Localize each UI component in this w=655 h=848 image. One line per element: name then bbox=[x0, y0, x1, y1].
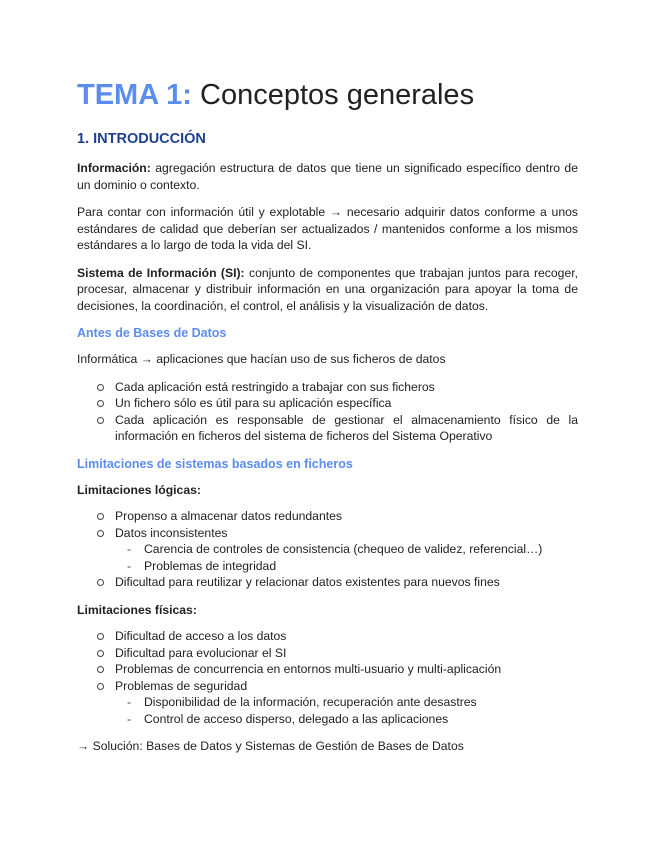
list-item: Un fichero sólo es útil para su aplicación específica bbox=[77, 395, 578, 412]
definition-informacion: agregación estructura de datos que tiene un significado específico dentro de un dominio o contexto. bbox=[77, 161, 578, 192]
sublist-item: - Problemas de integridad bbox=[115, 558, 578, 575]
list-item bbox=[77, 678, 578, 728]
list-item-text: Problemas de seguridad bbox=[115, 678, 248, 693]
list-item: Problemas de concurrencia en entornos multi-usuario y multi-aplicación bbox=[77, 661, 578, 678]
heading-limitaciones-fisicas: Limitaciones físicas: bbox=[77, 602, 197, 617]
list-limitaciones-fisicas bbox=[77, 628, 578, 727]
subheading-antes-bases-datos: Antes de Bases de Datos bbox=[77, 326, 227, 340]
list-item: Dificultad para reutilizar y relacionar datos existentes para nuevos fines bbox=[77, 574, 578, 591]
list-item: Dificultad de acceso a los datos bbox=[77, 628, 578, 645]
list-item: Cada aplicación está restringido a trabajar con sus ficheros bbox=[77, 379, 578, 396]
title-text: Conceptos generales bbox=[191, 79, 475, 111]
term-sistema-informacion: Sistema de Información (SI): bbox=[77, 265, 245, 280]
paragraph-informacion bbox=[77, 160, 578, 193]
paragraph-sistema-informacion bbox=[77, 265, 578, 315]
page-title bbox=[77, 78, 578, 112]
sublist-item: - Disponibilidad de la información, recuperación ante desastres bbox=[115, 694, 578, 711]
document-page bbox=[77, 78, 578, 766]
definition-sistema-informacion: conjunto de componentes que trabajan juntos para recoger, procesar, almacenar y distribuir información en una organización para apoyar la toma de decisiones, la coordinación, el control, el análisis y la visualización de datos. bbox=[77, 265, 578, 313]
list-item: Propenso a almacenar datos redundantes bbox=[77, 508, 578, 525]
sublist-problemas-seguridad bbox=[115, 694, 578, 727]
subheading-limitaciones-ficheros: Limitaciones de sistemas basados en ficheros bbox=[77, 456, 353, 471]
list-limitaciones-logicas bbox=[77, 508, 578, 591]
sublist-item: - Control de acceso disperso, delegado a las aplicaciones bbox=[115, 711, 578, 728]
paragraph-para-contar: Para contar con información útil y explotable → necesario adquirir datos conforme a unos estándares de calidad que deberían ser actualizados / mantenidos conforme a los mismos estándares a lo largo de toda la vida del SI. bbox=[77, 205, 578, 252]
sublist-item: - Carencia de controles de consistencia (chequeo de validez, referencial…) bbox=[115, 541, 578, 558]
list-item: Dificultad para evolucionar el SI bbox=[77, 645, 578, 662]
list-item bbox=[77, 525, 578, 575]
list-item-text: Datos inconsistentes bbox=[115, 525, 228, 540]
sublist-datos-inconsistentes bbox=[115, 541, 578, 574]
section-heading-introduccion: 1. INTRODUCCIÓN bbox=[77, 131, 206, 147]
title-tag: TEMA 1: bbox=[77, 79, 192, 111]
paragraph-solucion: → Solución: Bases de Datos y Sistemas de Gestión de Bases de Datos bbox=[77, 739, 464, 753]
list-antes bbox=[77, 379, 578, 445]
paragraph-informatica: Informática → aplicaciones que hacían uso de sus ficheros de datos bbox=[77, 352, 446, 366]
heading-limitaciones-logicas: Limitaciones lógicas: bbox=[77, 482, 201, 497]
list-item: Cada aplicación es responsable de gestionar el almacenamiento físico de la información en ficheros del sistema de ficheros del Sistema Operativo bbox=[77, 412, 578, 445]
term-informacion: Información: bbox=[77, 161, 151, 175]
